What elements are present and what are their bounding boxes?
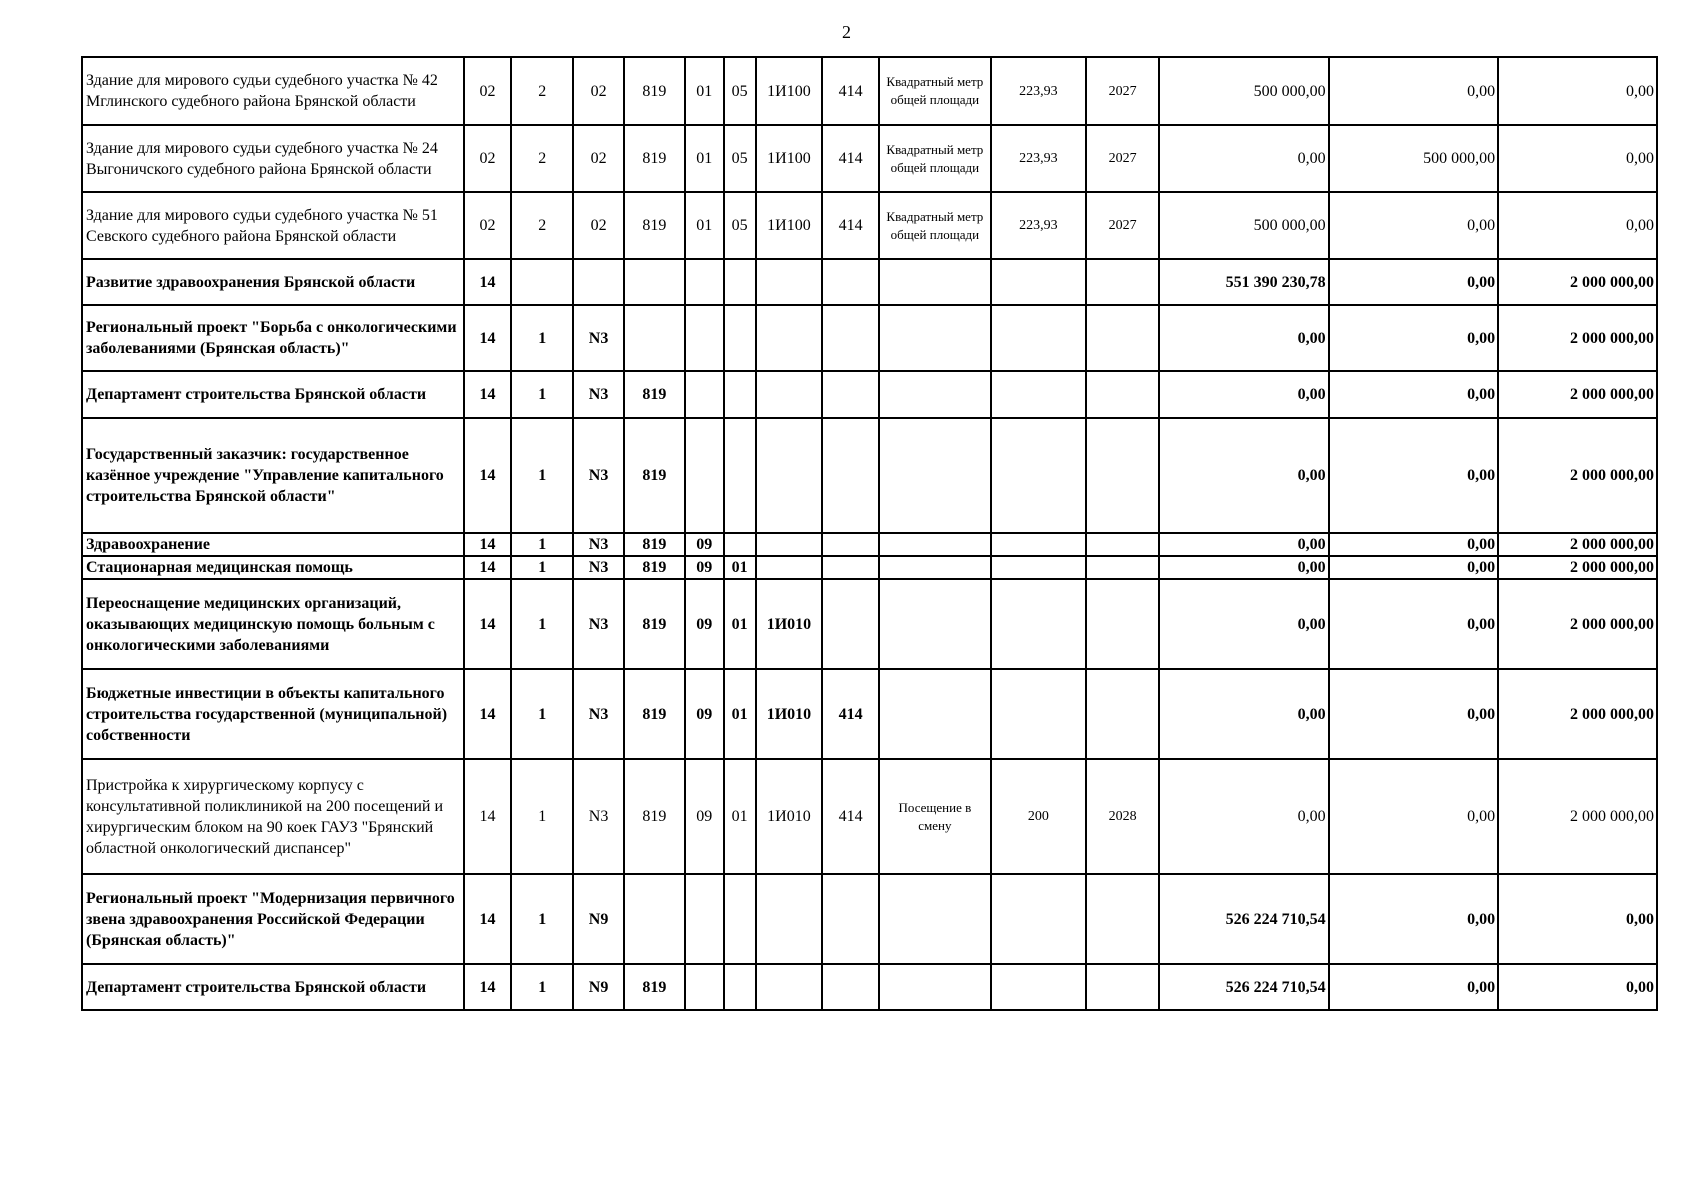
capacity-cell [991,259,1086,305]
program-code-cell: 14 [464,418,511,533]
amount-year-1-cell: 0,00 [1159,669,1329,759]
amount-year-2-cell: 0,00 [1329,57,1499,125]
object-name-cell: Государственный заказчик: государственное казённое учреждение "Управление капитального строительства Брянской области" [82,418,464,533]
amount-year-2-cell: 0,00 [1329,192,1499,259]
table-row [82,874,1657,964]
admin-code-cell: 819 [624,759,685,874]
capacity-cell [991,964,1086,1010]
section-code-cell: 09 [685,556,724,579]
completion-year-cell: 2027 [1086,57,1159,125]
expense-type-cell [822,964,879,1010]
admin-code-cell: 819 [624,579,685,669]
target-article-cell: 1И100 [756,57,823,125]
capacity-cell [991,418,1086,533]
project-code-cell: N3 [573,371,623,418]
subsection-code-cell: 01 [724,759,756,874]
table-row [82,579,1657,669]
table-row [82,57,1657,125]
amount-year-1-cell: 526 224 710,54 [1159,964,1329,1010]
subprogram-code-cell: 1 [511,371,573,418]
amount-year-2-cell: 500 000,00 [1329,125,1499,192]
object-name-cell: Региональный проект "Модернизация первичного звена здравоохранения Российской Федерации (Брянская область)" [82,874,464,964]
amount-year-1-cell: 0,00 [1159,579,1329,669]
completion-year-cell [1086,533,1159,556]
amount-year-3-cell: 0,00 [1498,874,1657,964]
program-code-cell: 14 [464,964,511,1010]
object-name-cell: Переоснащение медицинских организаций, оказывающих медицинскую помощь больным с онкологическими заболеваниями [82,579,464,669]
amount-year-3-cell: 2 000 000,00 [1498,669,1657,759]
object-name-cell: Здание для мирового судьи судебного участка № 42 Мглинского судебного района Брянской области [82,57,464,125]
expense-type-cell [822,533,879,556]
object-name-cell: Здравоохранение [82,533,464,556]
completion-year-cell [1086,259,1159,305]
completion-year-cell [1086,556,1159,579]
amount-year-2-cell: 0,00 [1329,964,1499,1010]
target-article-cell [756,259,823,305]
subsection-code-cell [724,874,756,964]
amount-year-3-cell: 0,00 [1498,125,1657,192]
program-code-cell: 02 [464,125,511,192]
admin-code-cell: 819 [624,371,685,418]
subprogram-code-cell: 2 [511,57,573,125]
program-code-cell: 14 [464,759,511,874]
section-code-cell: 09 [685,669,724,759]
section-code-cell [685,259,724,305]
project-code-cell: 02 [573,125,623,192]
project-code-cell: N3 [573,669,623,759]
admin-code-cell: 819 [624,556,685,579]
completion-year-cell [1086,418,1159,533]
amount-year-3-cell: 2 000 000,00 [1498,305,1657,371]
program-code-cell: 02 [464,57,511,125]
completion-year-cell [1086,305,1159,371]
section-code-cell [685,305,724,371]
table-row [82,759,1657,874]
unit-of-measure-cell [879,579,991,669]
amount-year-2-cell: 0,00 [1329,759,1499,874]
admin-code-cell: 819 [624,669,685,759]
program-code-cell: 14 [464,874,511,964]
amount-year-2-cell: 0,00 [1329,579,1499,669]
subsection-code-cell: 01 [724,556,756,579]
section-code-cell [685,874,724,964]
amount-year-2-cell: 0,00 [1329,533,1499,556]
unit-of-measure-cell: Квадратный метр общей площади [879,57,991,125]
capacity-cell: 223,93 [991,192,1086,259]
table-row [82,556,1657,579]
unit-of-measure-cell [879,964,991,1010]
amount-year-1-cell: 0,00 [1159,371,1329,418]
subsection-code-cell [724,533,756,556]
object-name-cell: Здание для мирового судьи судебного участка № 24 Выгоничского судебного района Брянской области [82,125,464,192]
amount-year-1-cell: 0,00 [1159,556,1329,579]
capacity-cell [991,305,1086,371]
project-code-cell: N3 [573,305,623,371]
object-name-cell: Бюджетные инвестиции в объекты капитального строительства государственной (муниципальной) собственности [82,669,464,759]
amount-year-1-cell: 0,00 [1159,305,1329,371]
capacity-cell [991,874,1086,964]
subprogram-code-cell: 1 [511,533,573,556]
target-article-cell [756,418,823,533]
amount-year-1-cell: 0,00 [1159,533,1329,556]
table-body [82,57,1657,1010]
target-article-cell: 1И010 [756,579,823,669]
target-article-cell: 1И010 [756,669,823,759]
subprogram-code-cell: 1 [511,669,573,759]
completion-year-cell [1086,874,1159,964]
program-code-cell: 14 [464,305,511,371]
amount-year-1-cell: 551 390 230,78 [1159,259,1329,305]
expense-type-cell: 414 [822,759,879,874]
subsection-code-cell: 01 [724,579,756,669]
amount-year-3-cell: 0,00 [1498,192,1657,259]
amount-year-3-cell: 2 000 000,00 [1498,259,1657,305]
subprogram-code-cell [511,259,573,305]
capacity-cell [991,669,1086,759]
project-code-cell [573,259,623,305]
target-article-cell: 1И100 [756,125,823,192]
amount-year-3-cell: 2 000 000,00 [1498,759,1657,874]
subsection-code-cell: 05 [724,57,756,125]
amount-year-1-cell: 500 000,00 [1159,57,1329,125]
expense-type-cell: 414 [822,669,879,759]
capacity-cell: 223,93 [991,57,1086,125]
unit-of-measure-cell [879,874,991,964]
admin-code-cell [624,259,685,305]
subsection-code-cell: 05 [724,192,756,259]
table-row [82,533,1657,556]
table-row [82,305,1657,371]
target-article-cell [756,305,823,371]
amount-year-2-cell: 0,00 [1329,874,1499,964]
subprogram-code-cell: 1 [511,964,573,1010]
table-row [82,669,1657,759]
target-article-cell [756,371,823,418]
amount-year-2-cell: 0,00 [1329,259,1499,305]
amount-year-2-cell: 0,00 [1329,669,1499,759]
unit-of-measure-cell: Квадратный метр общей площади [879,125,991,192]
amount-year-3-cell: 0,00 [1498,57,1657,125]
subprogram-code-cell: 1 [511,305,573,371]
unit-of-measure-cell [879,418,991,533]
program-code-cell: 02 [464,192,511,259]
admin-code-cell [624,874,685,964]
table-row [82,192,1657,259]
amount-year-2-cell: 0,00 [1329,305,1499,371]
table-row [82,964,1657,1010]
target-article-cell [756,556,823,579]
expense-type-cell [822,874,879,964]
object-name-cell: Департамент строительства Брянской области [82,964,464,1010]
amount-year-1-cell: 500 000,00 [1159,192,1329,259]
subprogram-code-cell: 2 [511,125,573,192]
capacity-cell [991,556,1086,579]
completion-year-cell: 2027 [1086,192,1159,259]
project-code-cell: N3 [573,533,623,556]
object-name-cell: Региональный проект "Борьба с онкологическими заболеваниями (Брянская область)" [82,305,464,371]
expense-type-cell [822,418,879,533]
object-name-cell: Развитие здравоохранения Брянской области [82,259,464,305]
unit-of-measure-cell: Квадратный метр общей площади [879,192,991,259]
program-code-cell: 14 [464,556,511,579]
amount-year-3-cell: 2 000 000,00 [1498,371,1657,418]
expense-type-cell: 414 [822,192,879,259]
object-name-cell: Департамент строительства Брянской области [82,371,464,418]
table-row [82,371,1657,418]
admin-code-cell: 819 [624,57,685,125]
admin-code-cell: 819 [624,192,685,259]
amount-year-3-cell: 2 000 000,00 [1498,579,1657,669]
target-article-cell [756,874,823,964]
object-name-cell: Здание для мирового судьи судебного участка № 51 Севского судебного района Брянской области [82,192,464,259]
unit-of-measure-cell [879,371,991,418]
amount-year-3-cell: 2 000 000,00 [1498,418,1657,533]
admin-code-cell: 819 [624,418,685,533]
section-code-cell [685,418,724,533]
completion-year-cell [1086,964,1159,1010]
subprogram-code-cell: 1 [511,418,573,533]
amount-year-2-cell: 0,00 [1329,418,1499,533]
target-article-cell [756,964,823,1010]
section-code-cell: 09 [685,579,724,669]
table-row [82,418,1657,533]
subsection-code-cell [724,259,756,305]
expense-type-cell [822,371,879,418]
subsection-code-cell [724,418,756,533]
target-article-cell [756,533,823,556]
unit-of-measure-cell [879,669,991,759]
subsection-code-cell [724,964,756,1010]
project-code-cell: N9 [573,874,623,964]
capacity-cell: 223,93 [991,125,1086,192]
section-code-cell: 09 [685,759,724,874]
table-row [82,125,1657,192]
amount-year-1-cell: 526 224 710,54 [1159,874,1329,964]
budget-table [81,56,1658,1011]
subprogram-code-cell: 1 [511,579,573,669]
completion-year-cell [1086,669,1159,759]
program-code-cell: 14 [464,259,511,305]
subprogram-code-cell: 1 [511,874,573,964]
expense-type-cell: 414 [822,125,879,192]
project-code-cell: N3 [573,556,623,579]
subprogram-code-cell: 1 [511,759,573,874]
unit-of-measure-cell [879,259,991,305]
program-code-cell: 14 [464,579,511,669]
expense-type-cell [822,259,879,305]
capacity-cell: 200 [991,759,1086,874]
expense-type-cell [822,305,879,371]
object-name-cell: Пристройка к хирургическому корпусу с консультативной поликлиникой на 200 посещений и хирургическим блоком на 90 коек ГАУЗ "Брянский областной онкологический диспансер" [82,759,464,874]
object-name-cell: Стационарная медицинская помощь [82,556,464,579]
admin-code-cell [624,305,685,371]
program-code-cell: 14 [464,533,511,556]
section-code-cell: 01 [685,57,724,125]
capacity-cell [991,371,1086,418]
amount-year-3-cell: 0,00 [1498,964,1657,1010]
expense-type-cell [822,556,879,579]
project-code-cell: 02 [573,57,623,125]
target-article-cell: 1И010 [756,759,823,874]
amount-year-3-cell: 2 000 000,00 [1498,556,1657,579]
table-row [82,259,1657,305]
expense-type-cell [822,579,879,669]
subsection-code-cell: 01 [724,669,756,759]
admin-code-cell: 819 [624,964,685,1010]
amount-year-1-cell: 0,00 [1159,759,1329,874]
capacity-cell [991,533,1086,556]
completion-year-cell [1086,371,1159,418]
project-code-cell: N3 [573,418,623,533]
project-code-cell: N9 [573,964,623,1010]
project-code-cell: 02 [573,192,623,259]
section-code-cell: 01 [685,192,724,259]
unit-of-measure-cell [879,556,991,579]
unit-of-measure-cell [879,305,991,371]
unit-of-measure-cell [879,533,991,556]
subsection-code-cell: 05 [724,125,756,192]
page-number: 2 [842,22,851,42]
amount-year-3-cell: 2 000 000,00 [1498,533,1657,556]
completion-year-cell [1086,579,1159,669]
capacity-cell [991,579,1086,669]
expense-type-cell: 414 [822,57,879,125]
section-code-cell [685,964,724,1010]
project-code-cell: N3 [573,579,623,669]
admin-code-cell: 819 [624,533,685,556]
project-code-cell: N3 [573,759,623,874]
amount-year-2-cell: 0,00 [1329,371,1499,418]
amount-year-2-cell: 0,00 [1329,556,1499,579]
amount-year-1-cell: 0,00 [1159,418,1329,533]
target-article-cell: 1И100 [756,192,823,259]
subprogram-code-cell: 2 [511,192,573,259]
completion-year-cell: 2028 [1086,759,1159,874]
program-code-cell: 14 [464,669,511,759]
completion-year-cell: 2027 [1086,125,1159,192]
section-code-cell [685,371,724,418]
admin-code-cell: 819 [624,125,685,192]
program-code-cell: 14 [464,371,511,418]
subsection-code-cell [724,371,756,418]
subsection-code-cell [724,305,756,371]
section-code-cell: 01 [685,125,724,192]
subprogram-code-cell: 1 [511,556,573,579]
section-code-cell: 09 [685,533,724,556]
amount-year-1-cell: 0,00 [1159,125,1329,192]
unit-of-measure-cell: Посещение в смену [879,759,991,874]
